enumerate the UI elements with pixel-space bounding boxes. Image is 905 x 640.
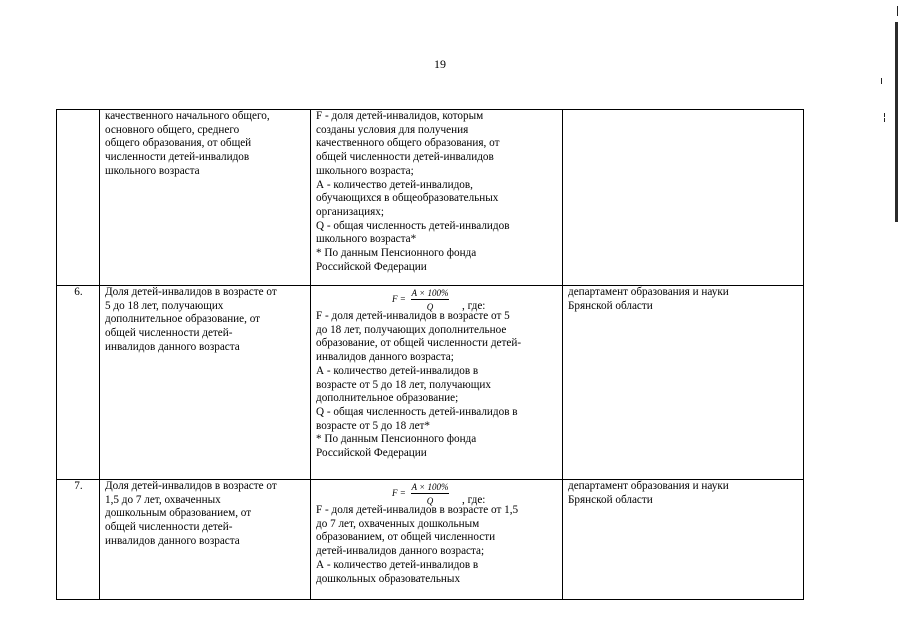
- responsible-cell: [563, 480, 804, 600]
- indicator-cell: [100, 110, 311, 286]
- formula-fraction: [411, 288, 449, 312]
- method-cell: [311, 110, 563, 286]
- formula-lhs: F =: [392, 488, 406, 498]
- indicator-text: Доля детей-инвалидов в возрасте от 5 до 18 лет, получающих дополнительное образование, от общей численности детей- инвалидов данного возраста: [105, 286, 277, 353]
- formula: [316, 480, 558, 504]
- row-number: [57, 110, 100, 286]
- formula-numerator: A × 100%: [411, 288, 449, 298]
- scan-artifact: [884, 118, 885, 122]
- responsible-cell: [563, 110, 804, 286]
- formula-numerator: A × 100%: [411, 482, 449, 492]
- indicator-cell: [100, 286, 311, 480]
- responsible-text: департамент образования и науки Брянской области: [568, 286, 729, 312]
- responsible-text: департамент образования и науки Брянской области: [568, 480, 729, 506]
- indicator-text: Доля детей-инвалидов в возрасте от 1,5 до 7 лет, охваченных дошкольным образованием, от общей численности детей- инвалидов данного возраста: [105, 480, 277, 547]
- formula-denominator: Q: [426, 496, 434, 506]
- method-text: F - доля детей-инвалидов в возрасте от 1,5 до 7 лет, охваченных дошкольным образованием, от общей численности детей-инвалидов данного возраста; А - количество детей-инвалидов в дошкольных образовательных: [316, 504, 519, 585]
- formula-fraction: [411, 482, 449, 506]
- table-row: [57, 110, 804, 286]
- scan-artifact: [884, 113, 885, 117]
- formula-where: , где:: [462, 494, 486, 506]
- row-number: 6.: [57, 286, 100, 480]
- responsible-cell: [563, 286, 804, 480]
- method-cell: [311, 480, 563, 600]
- scan-artifact: [895, 22, 898, 222]
- formula-where: , где:: [462, 300, 486, 312]
- scan-artifact: [881, 78, 882, 84]
- formula-lhs: F =: [392, 294, 406, 304]
- table-row: [57, 480, 804, 600]
- row-number: 7.: [57, 480, 100, 600]
- indicator-cell: [100, 480, 311, 600]
- formula-denominator: Q: [426, 302, 434, 312]
- table-row: [57, 286, 804, 480]
- method-text: F - доля детей-инвалидов в возрасте от 5 до 18 лет, получающих дополнительное образование, от общей численности детей- инвалидов данного возраста; А - количество детей-инвалидов в возрасте от 5 до 18 лет, получающих дополнительное образование; Q - общая численность детей-инвалидов в возрасте от 5 до 18 лет* * По данным Пенсионного фонда Российской Федерации: [316, 310, 522, 460]
- indicator-text: качественного начального общего, основного общего, среднего общего образования, от общей численности детей-инвалидов школьного возраста: [105, 110, 270, 177]
- indicators-table: [56, 109, 804, 600]
- scan-artifact: [897, 6, 898, 16]
- method-cell: [311, 286, 563, 480]
- method-text: F - доля детей-инвалидов, которым созданы условия для получения качественного общего образования, от общей численности детей-инвалидов школьного возраста; А - количество детей-инвалидов, обучающихся в общеобразовательных организациях; Q - общая численность детей-инвалидов школьного возраста* * По данным Пенсионного фонда Российской Федерации: [316, 110, 510, 273]
- page-number: 19: [434, 57, 446, 71]
- formula: [316, 286, 558, 310]
